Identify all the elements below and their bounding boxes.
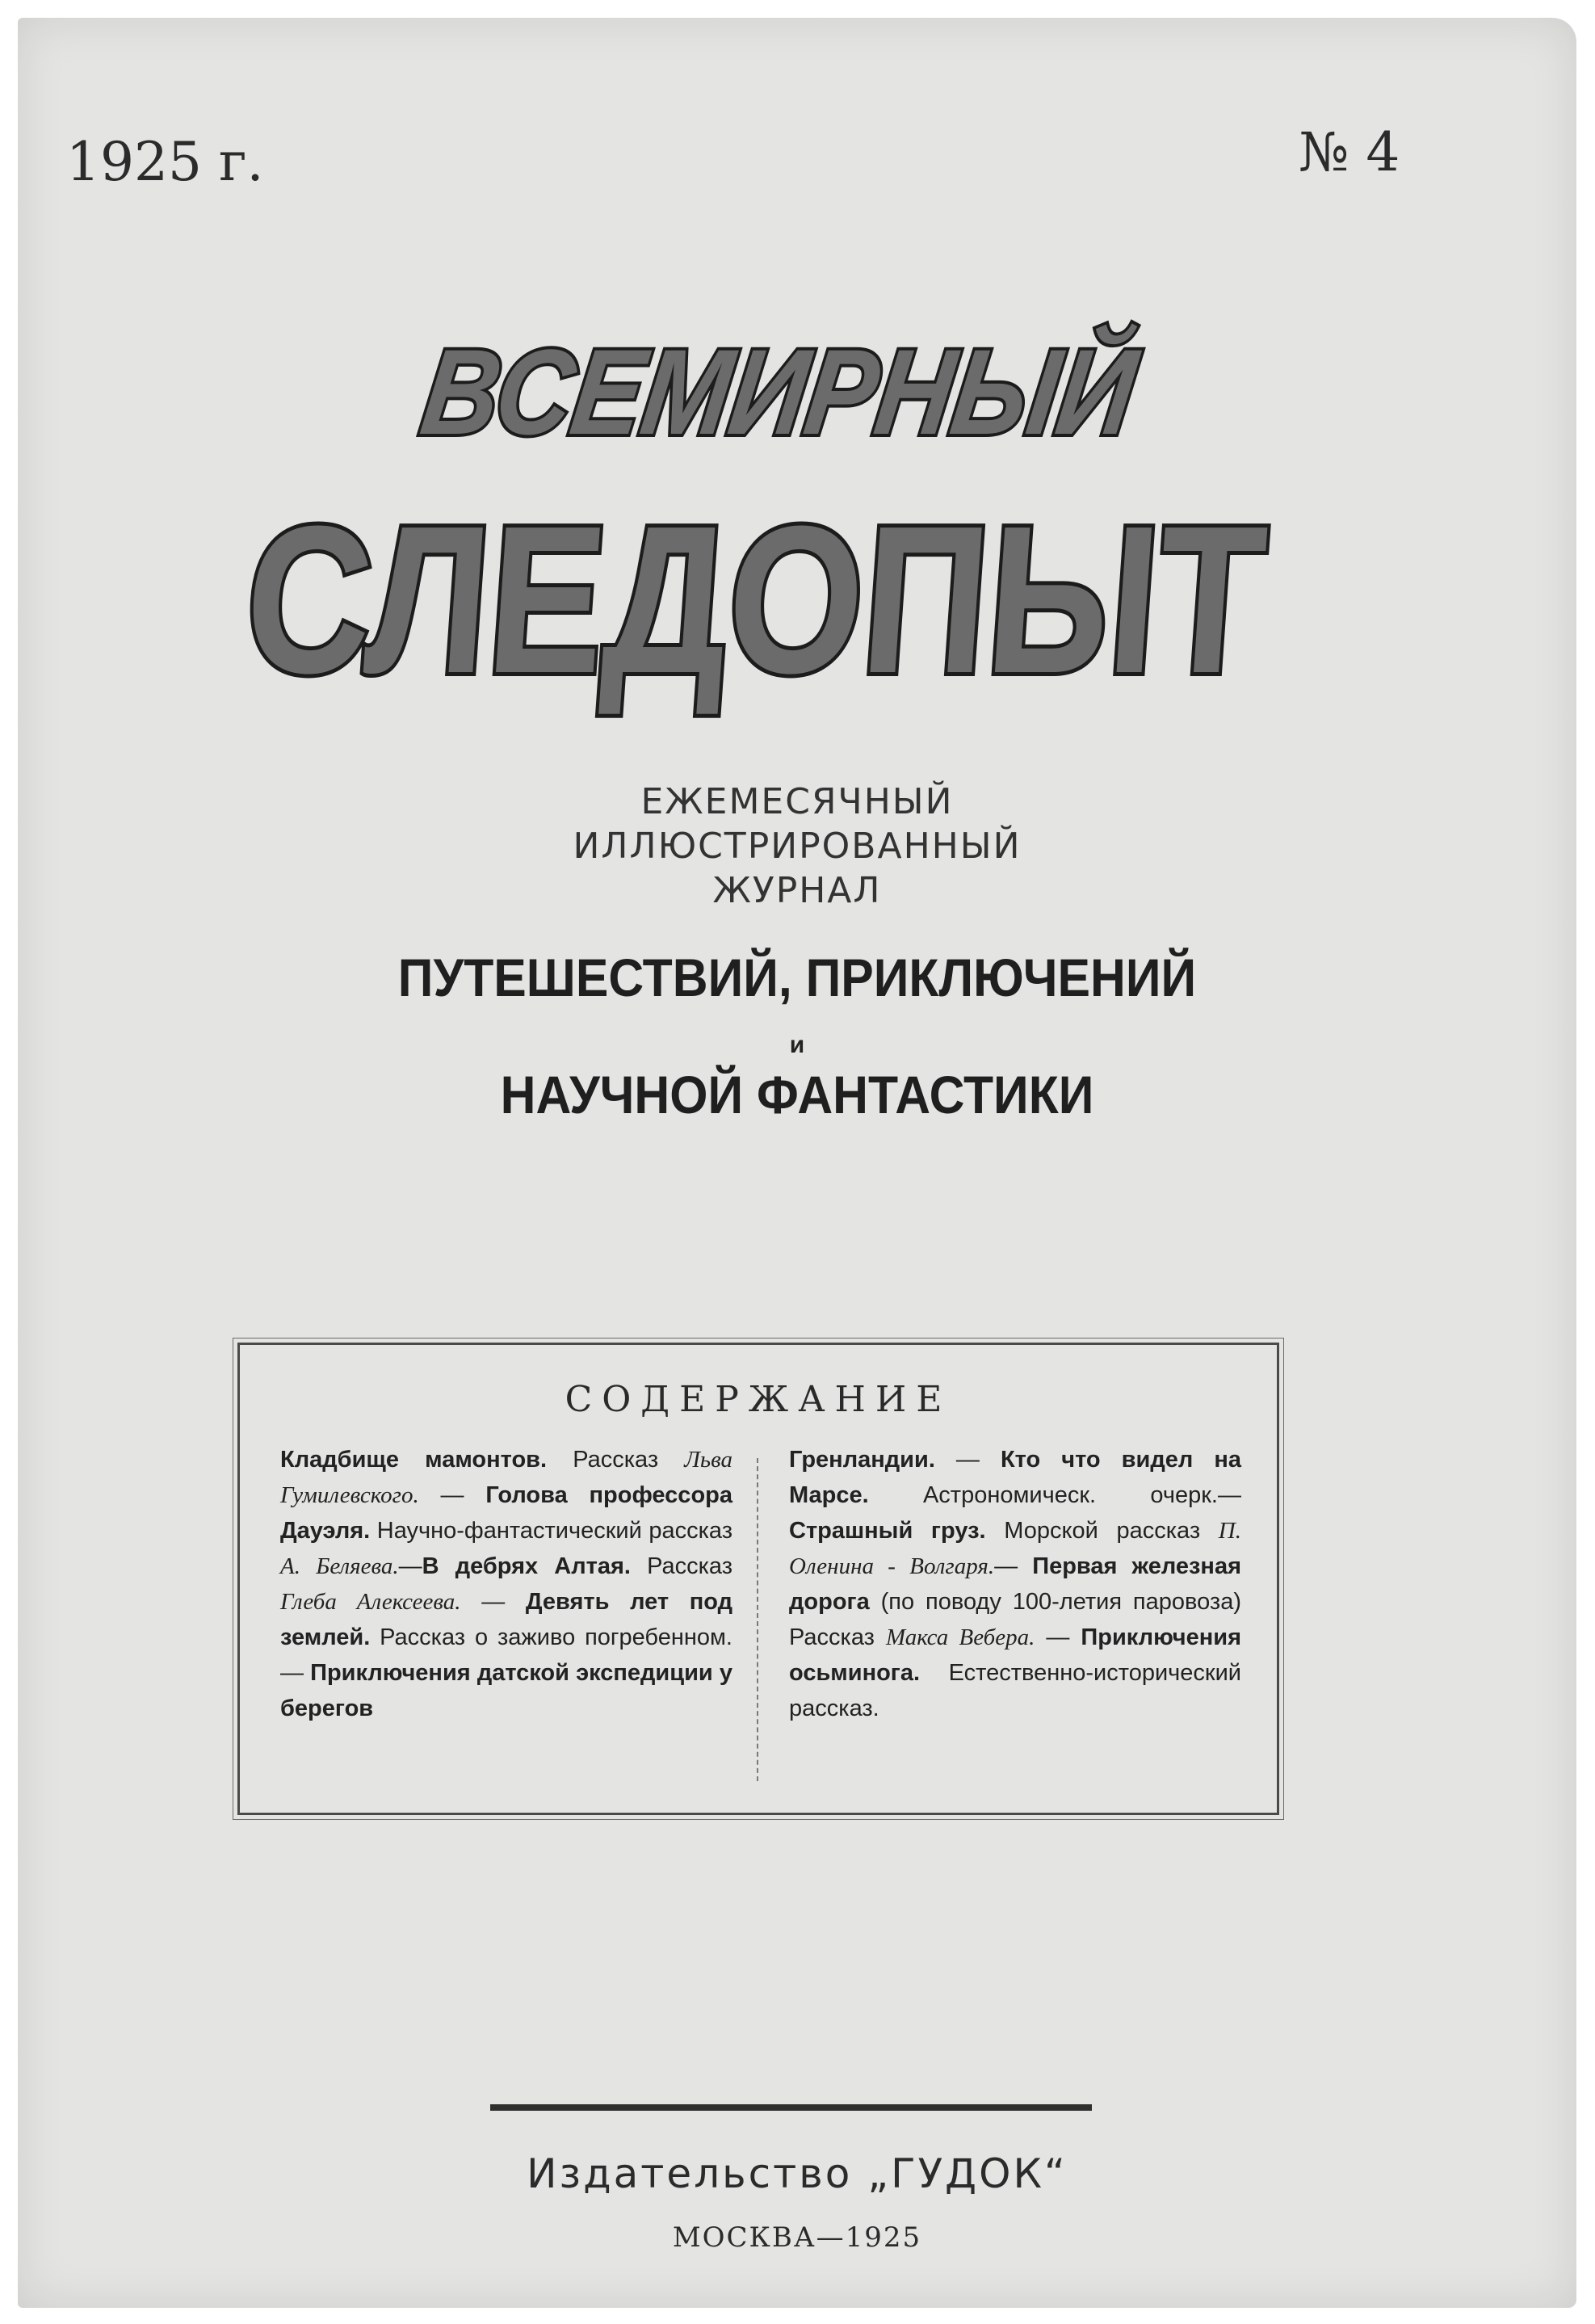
toc-text-run: П. Оленина - Волгаря. xyxy=(789,1518,1241,1579)
toc-text-run: Первая железная дорога xyxy=(789,1553,1241,1615)
toc-text-run: Страшный груз. xyxy=(789,1518,986,1544)
magazine-logo xyxy=(236,292,1487,717)
toc-text-run: Морской рассказ xyxy=(985,1518,1219,1544)
toc-text-run: Голова профессора Дауэля. xyxy=(280,1482,732,1544)
logo-line1: ВСЕМИРНЫЙ xyxy=(413,324,1251,460)
subtitle-journal: ЖУРНАЛ xyxy=(712,870,882,911)
toc-text-run: Кто что видел на Марсе. xyxy=(789,1447,1241,1508)
toc-text-run: Девять лет под землей. xyxy=(280,1589,732,1650)
toc-text-run: — xyxy=(418,1482,486,1508)
logo-line2: СЛЕДОПЫТ xyxy=(238,482,1487,717)
toc-divider xyxy=(757,1458,760,1781)
subtitle-monthly: ЕЖЕМЕСЯЧНЫЙ xyxy=(640,781,954,822)
subtitle-illustrated: ИЛЛЮСТРИРОВАННЫЙ xyxy=(573,826,1022,867)
toc-text-run: Естественно-исторический рассказ. xyxy=(789,1660,1241,1721)
toc-text-run: — xyxy=(460,1589,526,1615)
toc-text-run: Макса Вебера. xyxy=(885,1624,1035,1650)
toc-text-run: — xyxy=(994,1553,1033,1579)
toc-text-run: Кладбище мамонтов. xyxy=(280,1447,548,1473)
toc-left-column xyxy=(280,1442,732,1726)
toc-text-run: Рассказ xyxy=(630,1553,733,1579)
toc-text-run: В дебрях Алтая. xyxy=(422,1553,631,1579)
subtitle-conjunction: и xyxy=(789,1032,805,1058)
magazine-cover xyxy=(18,18,1576,2308)
toc-text-run: Приключения осьминога. xyxy=(789,1624,1241,1686)
toc-text-run: А. Беляева. xyxy=(280,1553,399,1579)
toc-text-run: Научно-фантастический рассказ xyxy=(370,1518,732,1544)
toc-text-run: — xyxy=(934,1447,1001,1473)
toc-text-run: Льва Гумилевского. xyxy=(280,1447,732,1508)
toc-text-run: Глеба Алексеева. xyxy=(280,1589,461,1615)
issue-number: № 4 xyxy=(1299,121,1400,183)
toc-text-run: — xyxy=(1035,1624,1081,1650)
publication-city-year: МОСКВА—1925 xyxy=(672,2221,922,2254)
toc-text-run: (по поводу 100-летия паровоза) Рассказ xyxy=(789,1589,1241,1650)
toc-right-column xyxy=(789,1442,1241,1726)
subtitle-science-fiction: НАУЧНОЙ ФАНТАСТИКИ xyxy=(500,1065,1094,1124)
toc-text-run: Рассказ о заживо погребенном. — xyxy=(280,1624,732,1686)
toc-title: СОДЕРЖАНИЕ xyxy=(565,1379,952,1420)
toc-text-run: — xyxy=(398,1553,422,1579)
toc-text-run: Рассказ xyxy=(547,1447,685,1473)
publisher-name: Издательство „ГУДОК“ xyxy=(527,2150,1068,2197)
year-label: 1925 г. xyxy=(66,131,264,193)
table-of-contents xyxy=(237,1343,1279,1815)
toc-text-run: Приключения датской экспедиции у берегов xyxy=(280,1660,732,1721)
toc-text-run: Гренландии. xyxy=(789,1447,935,1473)
toc-text-run: Астрономическ. очерк.— xyxy=(868,1482,1241,1508)
subtitle-travel-adventure: ПУТЕШЕСТВИЙ, ПРИКЛЮЧЕНИЙ xyxy=(397,948,1197,1007)
footer-rule xyxy=(490,2104,1092,2111)
